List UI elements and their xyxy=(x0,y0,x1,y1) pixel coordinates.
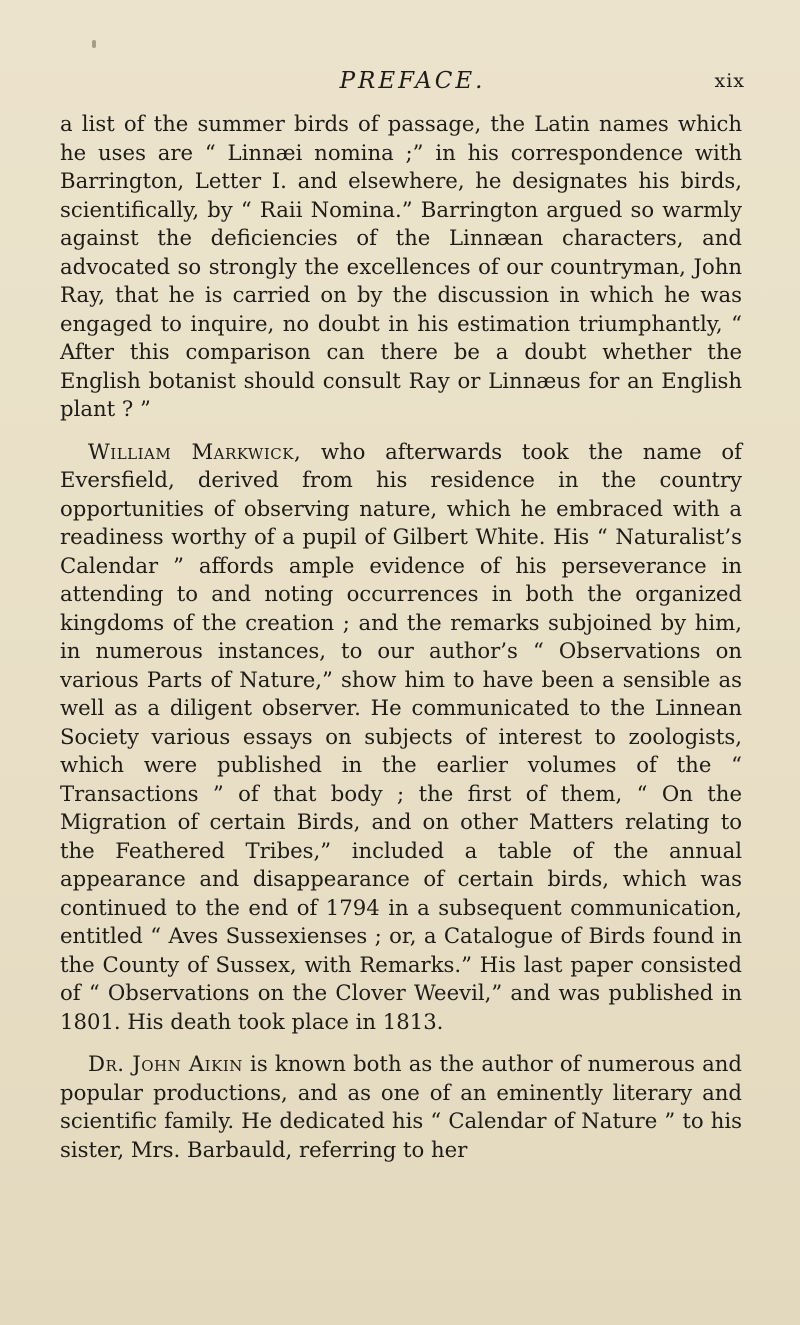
paragraph-continued xyxy=(60,110,742,424)
paragraph-aikin xyxy=(60,1050,742,1164)
paragraph-text: who afterwards took the name of Eversfield, derived from his residence in the country opportunities of observing nature, which he embraced with a readiness worthy of a pupil of Gilbert White. His “ Naturalist’s Calendar ” affords ample evidence of his perseverance in attending to and noting occurrences in both the organized kingdoms of the creation ; and the remarks subjoined by him, in numerous instances, to our author’s “ Observations on various Parts of Nature,” show him to have been a sensible as well as a diligent observer. He communicated to the Linnean Society various essays on subjects of interest to zoologists, which were published in the earlier volumes of the “ Transactions ” of that body ; the first of them, “ On the Migration of certain Birds, and on other Matters relating to the Feathered Tribes,” included a table of the annual appearance and disappearance of certain birds, which was continued to the end of 1794 in a subsequent communication, entitled “ Aves Sussexienses ; or, a Catalogue of Birds found in the County of Sussex, with Remarks.” His last paper consisted of “ Observations on the Clover Weevil,” and was published in 1801. His death took place in 1813. xyxy=(60,438,742,1034)
running-title: PREFACE. xyxy=(339,68,486,94)
paragraph-text: is known both as the author of numerous and popular productions, and as one of an eminently literary and scientific family. He dedicated his “ Calendar of Nature ” to his sister, Mrs. Barbauld, referring to her xyxy=(60,1051,742,1162)
body-text xyxy=(60,110,742,1164)
paper-speck xyxy=(92,40,96,48)
paragraph-markwick xyxy=(60,438,742,1037)
paragraph-lead-name: Dr. John Aikin xyxy=(88,1051,243,1076)
page-number: xix xyxy=(714,70,745,92)
page-header xyxy=(80,68,745,102)
paragraph-text: a list of the summer birds of passage, the Latin names which he uses are “ Linnæi nomina ;” in his correspondence with Barrington, Letter I. and elsewhere, he designates his birds, scientifically, by “ Raii Nomina.” Barrington argued so warmly against the deficiencies of the Linnæan characters, and advocated so strongly the excellences of our countryman, John Ray, that he is carried on by the discussion in which he was engaged to inquire, no doubt in his estimation triumphantly, “ After this comparison can there be a doubt whether the English botanist should consult Ray or Linnæus for an English plant ? ” xyxy=(60,111,742,421)
paragraph-lead-name: William Markwick, xyxy=(88,438,302,464)
